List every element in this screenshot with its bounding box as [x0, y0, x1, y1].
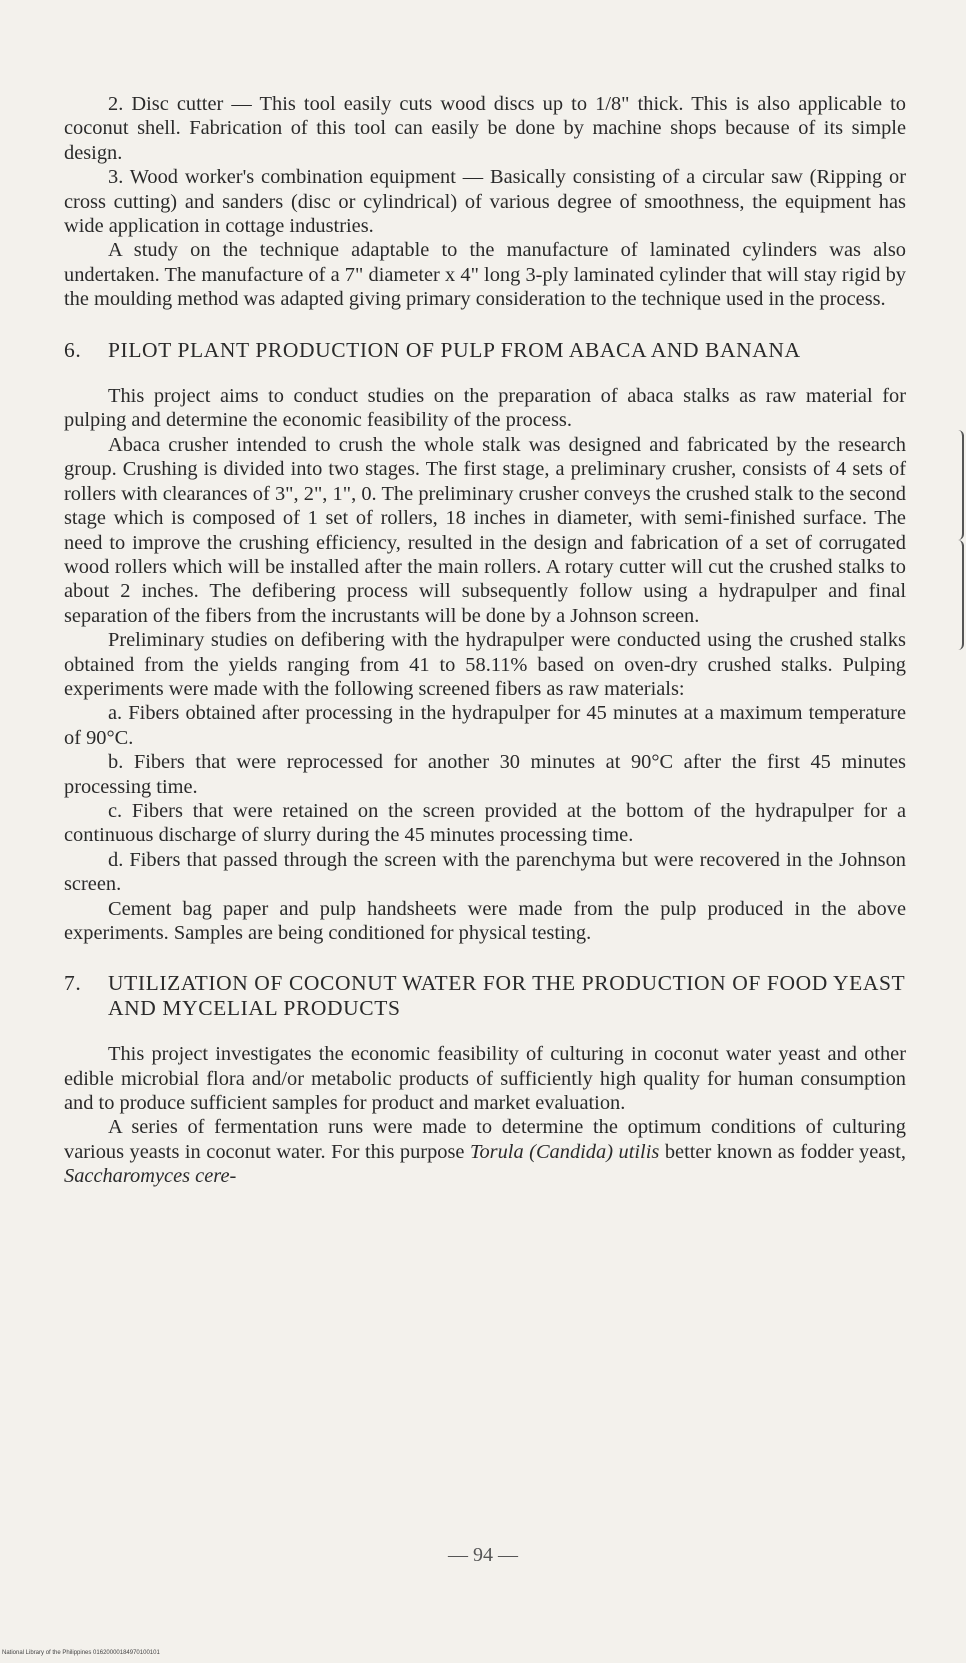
section-6-heading [64, 338, 906, 362]
species-name: Saccharomyces cere- [64, 1165, 237, 1188]
section-6-list-item-b: b. Fibers that were reprocessed for another 30 minutes at 90°C after the first 45 minutes processing time. [64, 751, 906, 798]
section-6-list-item-d: d. Fibers that passed through the screen with the parenchyma but were recovered in the Johnson screen. [64, 848, 906, 896]
section-6-number: 6. [64, 337, 82, 362]
section-6-paragraph: This project aims to conduct studies on the preparation of abaca stalks as raw material for pulping and determine the economic feasibility of the process. [64, 385, 906, 432]
section-7-paragraph: This project investigates the economic feasibility of culturing in coconut water yeast and other edible microbial flora and/or metabolic products of sufficiently high quality for human consumption and to produce sufficient samples for product and market evaluation. [64, 1043, 906, 1115]
section-6-paragraph: Cement bag paper and pulp handsheets were made from the pulp produced in the above experiments. Samples are being conditioned for physical testing. [64, 897, 906, 944]
section-7-last-paragraph [64, 1115, 906, 1188]
margin-bracket-mark [954, 540, 964, 650]
section-6-title: PILOT PLANT PRODUCTION OF PULP FROM ABACA AND BANANA [108, 337, 801, 362]
text-run: better known as fodder yeast, [659, 1140, 907, 1163]
paragraph-laminated-cylinders: A study on the technique adaptable to the manufacture of laminated cylinders was also undertaken. The manufacture of a 7" diameter x 4" long 3-ply laminated cylinder that will stay rigid by the moulding method was adapted giving primary consideration to the technique used in the process. [64, 239, 906, 311]
margin-bracket-mark [954, 430, 964, 540]
section-7-title: UTILIZATION OF COCONUT WATER FOR THE PRODUCTION OF FOOD YEAST AND MYCELIAL PRODUCTS [108, 971, 905, 1020]
species-name: Torula (Candida) utilis [470, 1140, 660, 1163]
section-6-list-item-c: c. Fibers that were retained on the screen provided at the bottom of the hydrapulper for a continuous discharge of slurry during the 45 minutes processing time. [64, 799, 906, 847]
section-6-paragraph: Preliminary studies on defibering with the hydrapulper were conducted using the crushed stalks obtained from the yields ranging from 41 to 58.11% based on oven-dry crushed stalks. Pulping experiments were made with the following screened fibers as raw materials: [64, 629, 906, 700]
section-6-paragraph: Abaca crusher intended to crush the whole stalk was designed and fabricated by the research group. Crushing is divided into two stages. The first stage, a preliminary crusher, consists of 4 sets of rollers with clearances of 3", 2", 1", 0. The preliminary crusher conveys the crushed stalk to the second stage which is composed of 1 set of rollers, 18 inches in diameter, with semi-finished surface. The need to improve the crushing efficiency, resulted in the design and fabrication of a set of corrugated wood rollers which will be installed after the main rollers. A rotary cutter will cut the crushed stalks to about 2 inches. The defibering process will subsequently follow using a hydrapulper and final separation of the fibers from the incrustants will be done by a Johnson screen. [64, 433, 906, 627]
page-number: — 94 — [448, 1544, 518, 1566]
paragraph-wood-worker: 3. Wood worker's combination equipment — Basically consisting of a circular saw (Ripping or cross cutting) and sanders (disc or cylindrical) of various degree of smoothness, the equipment has wide application in cottage industries. [64, 166, 906, 238]
section-7-number: 7. [64, 971, 82, 996]
paragraph-disc-cutter: 2. Disc cutter — This tool easily cuts wood discs up to 1/8" thick. This is also applicable to coconut shell. Fabrication of this tool can easily be done by machine shops because of its simple design. [64, 93, 906, 164]
archive-footer-note: National Library of the Philippines 01620000184970100101 [2, 1650, 160, 1656]
text-run: A series of fermentation runs were made to determine the optimum conditions of culturing various yeasts in coconut water. For this purpose [64, 1116, 906, 1163]
section-7-heading [64, 971, 906, 1020]
section-6-list-item-a: a. Fibers obtained after processing in the hydrapulper for 45 minutes at a maximum temperature of 90°C. [64, 702, 906, 749]
page-body [64, 92, 906, 1189]
